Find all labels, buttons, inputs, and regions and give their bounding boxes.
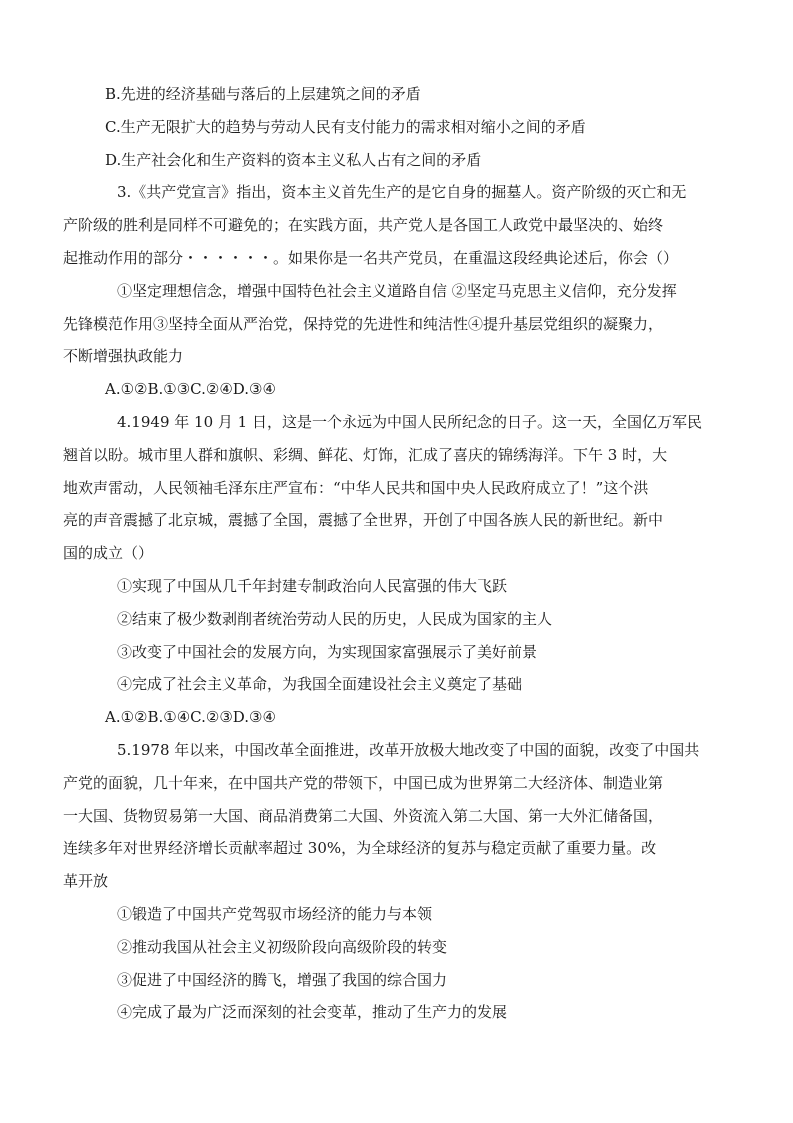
question-5 bbox=[63, 734, 755, 1029]
question-3-statement-line: 不断增强执政能力 bbox=[63, 347, 184, 366]
question-2-options bbox=[105, 78, 755, 176]
option-c: C.生产无限扩大的趋势与劳动人民有支付能力的需求相对缩小之间的矛盾 bbox=[105, 117, 586, 136]
question-4-stem-line: 4.1949 年 10 月 1 日，这是一个永远为中国人民所纪念的日子。这一天，全国亿万军民 bbox=[117, 412, 702, 431]
question-3-statement-line: 先锋模范作用③坚持全面从严治党，保持党的先进性和纯洁性④提升基层党组织的凝聚力， bbox=[63, 314, 664, 333]
question-4-statement: ③改变了中国社会的发展方向，为实现国家富强展示了美好前景 bbox=[117, 642, 538, 661]
question-5-statement: ④完成了最为广泛而深刻的社会变革，推动了生产力的发展 bbox=[117, 1003, 508, 1022]
question-3-stem-line: 起推动作用的部分・・・・・・。如果你是一名共产党员，在重温这段经典论述后，你会（） bbox=[63, 248, 679, 267]
question-4-options: A.①②B.①④C.②③D.③④ bbox=[105, 708, 276, 727]
question-3-stem-line: 产阶级的胜利是同样不可避免的；在实践方面，共产党人是各国工人政党中最坚决的、始终 bbox=[63, 216, 664, 235]
question-4-statement: ①实现了中国从几千年封建专制政治向人民富强的伟大飞跃 bbox=[117, 576, 508, 595]
question-4-stem-line: 地欢声雷动，人民领袖毛泽东庄严宣布：“中华人民共和国中央人民政府成立了！”这个洪 bbox=[63, 478, 649, 497]
option-d: D.生产社会化和生产资料的资本主义私人占有之间的矛盾 bbox=[105, 150, 482, 169]
question-5-stem-line: 产党的面貌，几十年来，在中国共产党的带领下，中国已成为世界第二大经济体、制造业第 bbox=[63, 773, 664, 792]
question-3 bbox=[63, 176, 755, 406]
question-3-statement-line: ①坚定理想信念，增强中国特色社会主义道路自信 ②坚定马克思主义信仰，充分发挥 bbox=[117, 281, 677, 300]
question-5-statement: ①锻造了中国共产党驾驭市场经济的能力与本领 bbox=[117, 904, 433, 923]
question-4-statement: ②结束了极少数剥削者统治劳动人民的历史，人民成为国家的主人 bbox=[117, 609, 553, 628]
question-5-stem-line: 革开放 bbox=[63, 872, 109, 891]
question-4 bbox=[63, 406, 755, 734]
question-5-stem-line: 连续多年对世界经济增长贡献率超过 30%，为全球经济的复苏与稳定贡献了重要力量。改 bbox=[63, 839, 657, 858]
option-b: B.先进的经济基础与落后的上层建筑之间的矛盾 bbox=[105, 85, 421, 103]
question-4-stem-line: 国的成立（） bbox=[63, 544, 154, 563]
question-3-stem-line: 3.《共产党宣言》指出，资本主义首先生产的是它自身的掘墓人。资产阶级的灭亡和无 bbox=[117, 183, 687, 202]
question-4-stem-line: 翘首以盼。城市里人群和旗帜、彩绸、鲜花、灯饰，汇成了喜庆的锦绣海洋。下午 3 时，大 bbox=[63, 445, 668, 464]
question-3-options: A.①②B.①③C.②④D.③④ bbox=[105, 380, 276, 399]
question-4-statement: ④完成了社会主义革命，为我国全面建设社会主义奠定了基础 bbox=[117, 675, 523, 694]
question-5-stem-line: 5.1978 年以来，中国改革全面推进，改革开放极大地改变了中国的面貌，改变了中国共 bbox=[117, 740, 700, 759]
question-5-stem-line: 一大国、货物贸易第一大国、商品消费第二大国、外资流入第二大国、第一大外汇储备国， bbox=[63, 806, 664, 825]
question-5-statement: ②推动我国从社会主义初级阶段向高级阶段的转变 bbox=[117, 937, 448, 956]
question-4-stem-line: 亮的声音震撼了北京城，震撼了全国，震撼了全世界，开创了中国各族人民的新世纪。新中 bbox=[63, 511, 664, 530]
question-5-statement: ③促进了中国经济的腾飞，增强了我国的综合国力 bbox=[117, 970, 448, 989]
document-content bbox=[63, 78, 755, 1029]
